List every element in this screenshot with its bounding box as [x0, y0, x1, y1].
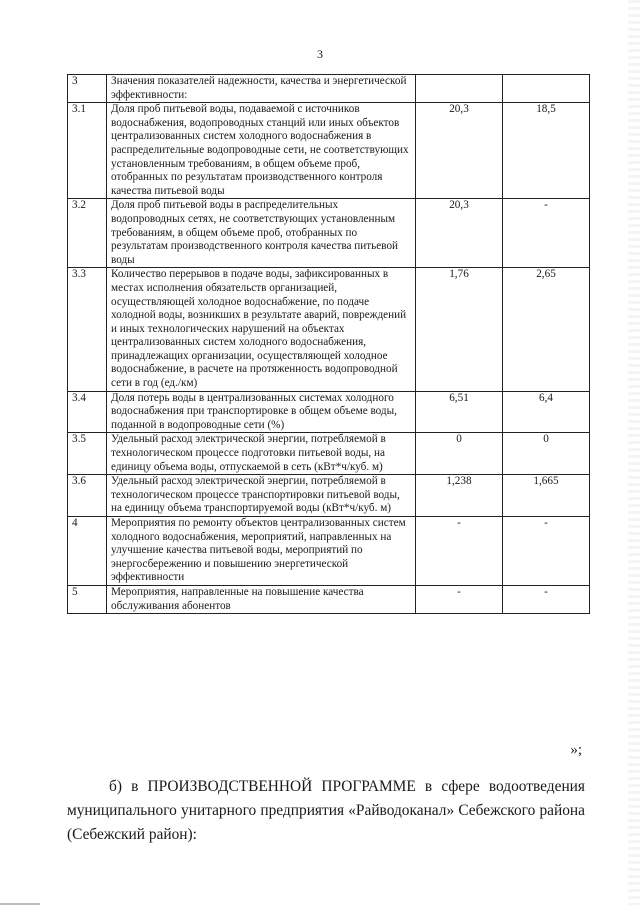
row-value-2: 6,4	[503, 391, 590, 433]
row-value-2: -	[503, 585, 590, 613]
row-description: Значения показателей надежности, качества и энергетической эффективности:	[107, 75, 416, 103]
table-row	[68, 391, 590, 433]
row-value-1: 1,238	[416, 475, 503, 517]
row-value-2	[503, 75, 590, 103]
row-description: Доля потерь воды в централизованных системах холодного водоснабжения при транспортировке в общем объеме воды, поданной в водопроводные сети (%)	[107, 391, 416, 433]
row-value-2: -	[503, 199, 590, 268]
page-number: 3	[317, 47, 323, 61]
table-row	[68, 103, 590, 199]
table-row	[68, 517, 590, 586]
row-number: 3.3	[68, 268, 107, 391]
row-description: Мероприятия по ремонту объектов централизованных систем холодного водоснабжения, мероприятий, направленных на улучшение качества питьевой воды, мероприятий по энергосбережению и повышению энергетической эффективности	[107, 517, 416, 586]
row-value-2: -	[503, 517, 590, 586]
row-value-1: 0	[416, 433, 503, 475]
row-value-1: 20,3	[416, 199, 503, 268]
row-number: 3.2	[68, 199, 107, 268]
row-value-1: -	[416, 585, 503, 613]
row-number: 3.5	[68, 433, 107, 475]
closing-quote: »;	[570, 742, 582, 758]
row-value-1: 1,76	[416, 268, 503, 391]
body-paragraph: б) в ПРОИЗВОДСТВЕННОЙ ПРОГРАММЕ в сфере водоотведения муниципального унитарного предприятия «Райводоканал» Себежского района (Себежский район):	[67, 778, 585, 844]
row-value-2: 0	[503, 433, 590, 475]
row-value-2: 1,665	[503, 475, 590, 517]
scan-edge-decoration	[628, 0, 640, 905]
row-number: 3.1	[68, 103, 107, 199]
table-row	[68, 433, 590, 475]
row-value-1	[416, 75, 503, 103]
table-row	[68, 75, 590, 103]
row-value-1: -	[416, 517, 503, 586]
row-description: Количество перерывов в подаче воды, зафиксированных в местах исполнения обязательств организацией, осуществляющей холодное водоснабжение, по подаче холодной воды, возникших в результате аварий, повреждений и иных технологических нарушений на объектах централизованных систем холодного водоснабжения, принадлежащих организации, осуществляющей холодное водоснабжение, в расчете на протяженность водопроводной сети в год (ед./км)	[107, 268, 416, 391]
row-value-1: 20,3	[416, 103, 503, 199]
indicators-table	[67, 74, 590, 614]
table-row	[68, 199, 590, 268]
table-row	[68, 475, 590, 517]
table-row	[68, 268, 590, 391]
row-number: 3	[68, 75, 107, 103]
row-description: Доля проб питьевой воды, подаваемой с источников водоснабжения, водопроводных станций или иных объектов централизованных систем холодного водоснабжения в распределительные водопроводные сети, не соответствующих установленным требованиям, в общем объеме проб, отобранных по результатам производственного контроля качества питьевой воды	[107, 103, 416, 199]
row-value-2: 2,65	[503, 268, 590, 391]
row-number: 4	[68, 517, 107, 586]
row-number: 3.4	[68, 391, 107, 433]
row-value-2: 18,5	[503, 103, 590, 199]
row-number: 5	[68, 585, 107, 613]
table-row	[68, 585, 590, 613]
row-description: Удельный расход электрической энергии, потребляемой в технологическом процессе подготовки питьевой воды, на единицу объема воды, отпускаемой в сеть (кВт*ч/куб. м)	[107, 433, 416, 475]
row-description: Доля проб питьевой воды в распределительных водопроводных сетях, не соответствующих установленным требованиям, в общем объеме проб, отобранных по результатам производственного контроля качества питьевой воды	[107, 199, 416, 268]
row-value-1: 6,51	[416, 391, 503, 433]
row-number: 3.6	[68, 475, 107, 517]
row-description: Мероприятия, направленные на повышение качества обслуживания абонентов	[107, 585, 416, 613]
row-description: Удельный расход электрической энергии, потребляемой в технологическом процессе транспортировки питьевой воды, на единицу объема транспортируемой воды (кВт*ч/куб. м)	[107, 475, 416, 517]
